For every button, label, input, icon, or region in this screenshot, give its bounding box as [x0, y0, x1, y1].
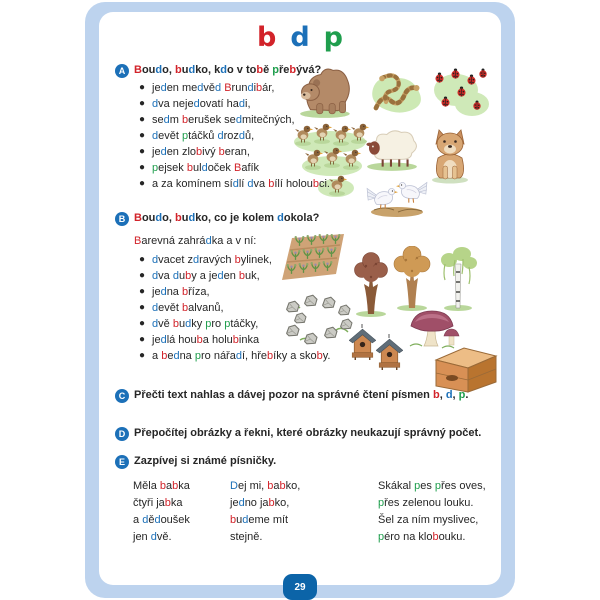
bullet-icon: ● — [139, 350, 146, 361]
section-a-heading: Boudo, budko, kdo v tobě přebývá? — [134, 64, 322, 76]
pigeons-illustration — [364, 174, 430, 218]
list-item: ● devět ptáčků drozdů, — [139, 130, 255, 142]
sheep-illustration — [364, 124, 420, 172]
section-b-list — [139, 252, 330, 364]
birdhouses-illustration — [348, 324, 406, 376]
song-line: budeme mít — [230, 514, 289, 526]
bullet-icon: ● — [139, 82, 146, 93]
page-number-tab — [283, 574, 317, 600]
tool-crate-illustration — [428, 340, 502, 396]
page-title: b d p — [257, 22, 343, 53]
snakes-illustration — [368, 66, 424, 120]
list-item: ● devět balvanů, — [139, 302, 224, 314]
section-c-badge: C — [115, 389, 129, 403]
bullet-icon: ● — [139, 146, 146, 157]
puppy-illustration — [424, 128, 476, 184]
list-item: ● jedlá houba holubinka — [139, 334, 260, 346]
song-line: čtyři jabka — [133, 497, 183, 509]
section-d-badge: D — [115, 427, 129, 441]
section-a-list — [139, 80, 330, 192]
list-item: ● pejsek buldoček Bafík — [139, 162, 260, 174]
song-line: přes zelenou louku. — [378, 497, 474, 509]
section-b-intro: Barevná zahrádka a v ní: — [134, 235, 257, 247]
song-line: Skákal pes přes oves, — [378, 480, 486, 492]
bullet-icon: ● — [139, 254, 146, 265]
section-b-heading: Boudo, budko, co je kolem dokola? — [134, 212, 320, 224]
list-item: ● jedna bříza, — [139, 286, 210, 298]
song-line: Měla babka — [133, 480, 190, 492]
list-item: ● a za komínem sídlí dva bílí holoubci. — [139, 178, 330, 190]
bullet-icon: ● — [139, 178, 146, 189]
list-item: ● dva nejedovatí hadi, — [139, 98, 251, 110]
page-number: 29 — [294, 581, 306, 593]
song-line: stejně. — [230, 531, 263, 543]
section-a-badge: A — [115, 64, 129, 78]
song-babka — [133, 478, 190, 546]
section-c-heading: Přečti text nahlas a dávej pozor na správné čtení písmen b, d, p. — [134, 389, 469, 401]
bullet-icon: ● — [139, 302, 146, 313]
bullet-icon: ● — [139, 334, 146, 345]
section-b-badge: B — [115, 212, 129, 226]
list-item: ● jeden medvěd Brundibár, — [139, 82, 275, 94]
list-item: ● dvacet zdravých bylinek, — [139, 254, 272, 266]
section-e-heading: Zazpívej si známé písničky. — [134, 455, 277, 467]
list-item: ● jeden zlobivý beran, — [139, 146, 250, 158]
bullet-icon: ● — [139, 98, 146, 109]
bullet-icon: ● — [139, 318, 146, 329]
bullet-icon: ● — [139, 130, 146, 141]
list-item: ● a bedna pro nářadí, hřebíky a skoby. — [139, 350, 331, 362]
list-item: ● dva duby a jeden buk, — [139, 270, 260, 282]
song-line: a dědoušek — [133, 514, 190, 526]
song-line: péro na klobouku. — [378, 531, 466, 543]
birch-tree-illustration — [435, 246, 481, 312]
bullet-icon: ● — [139, 270, 146, 281]
oak-tree-illustration — [352, 250, 390, 318]
ladybugs-illustration — [428, 66, 492, 124]
bullet-icon: ● — [139, 162, 146, 173]
song-line: jedno jabko, — [230, 497, 290, 509]
list-item: ● sedm berušek sedmitečných, — [139, 114, 295, 126]
song-line: Šel za ním myslivec, — [378, 514, 479, 526]
bullet-icon: ● — [139, 286, 146, 297]
bullet-icon: ● — [139, 114, 146, 125]
list-item: ● dvě budky pro ptáčky, — [139, 318, 259, 330]
song-skakal-pes — [378, 478, 486, 546]
section-e-badge: E — [115, 455, 129, 469]
section-d-heading: Přepočítej obrázky a řekni, které obrázky neukazují správný počet. — [134, 427, 482, 439]
song-line: jen dvě. — [133, 531, 172, 543]
song-line: Dej mi, babko, — [230, 480, 301, 492]
autumn-tree-illustration — [391, 246, 433, 312]
song-dej-mi-babko — [230, 478, 300, 546]
